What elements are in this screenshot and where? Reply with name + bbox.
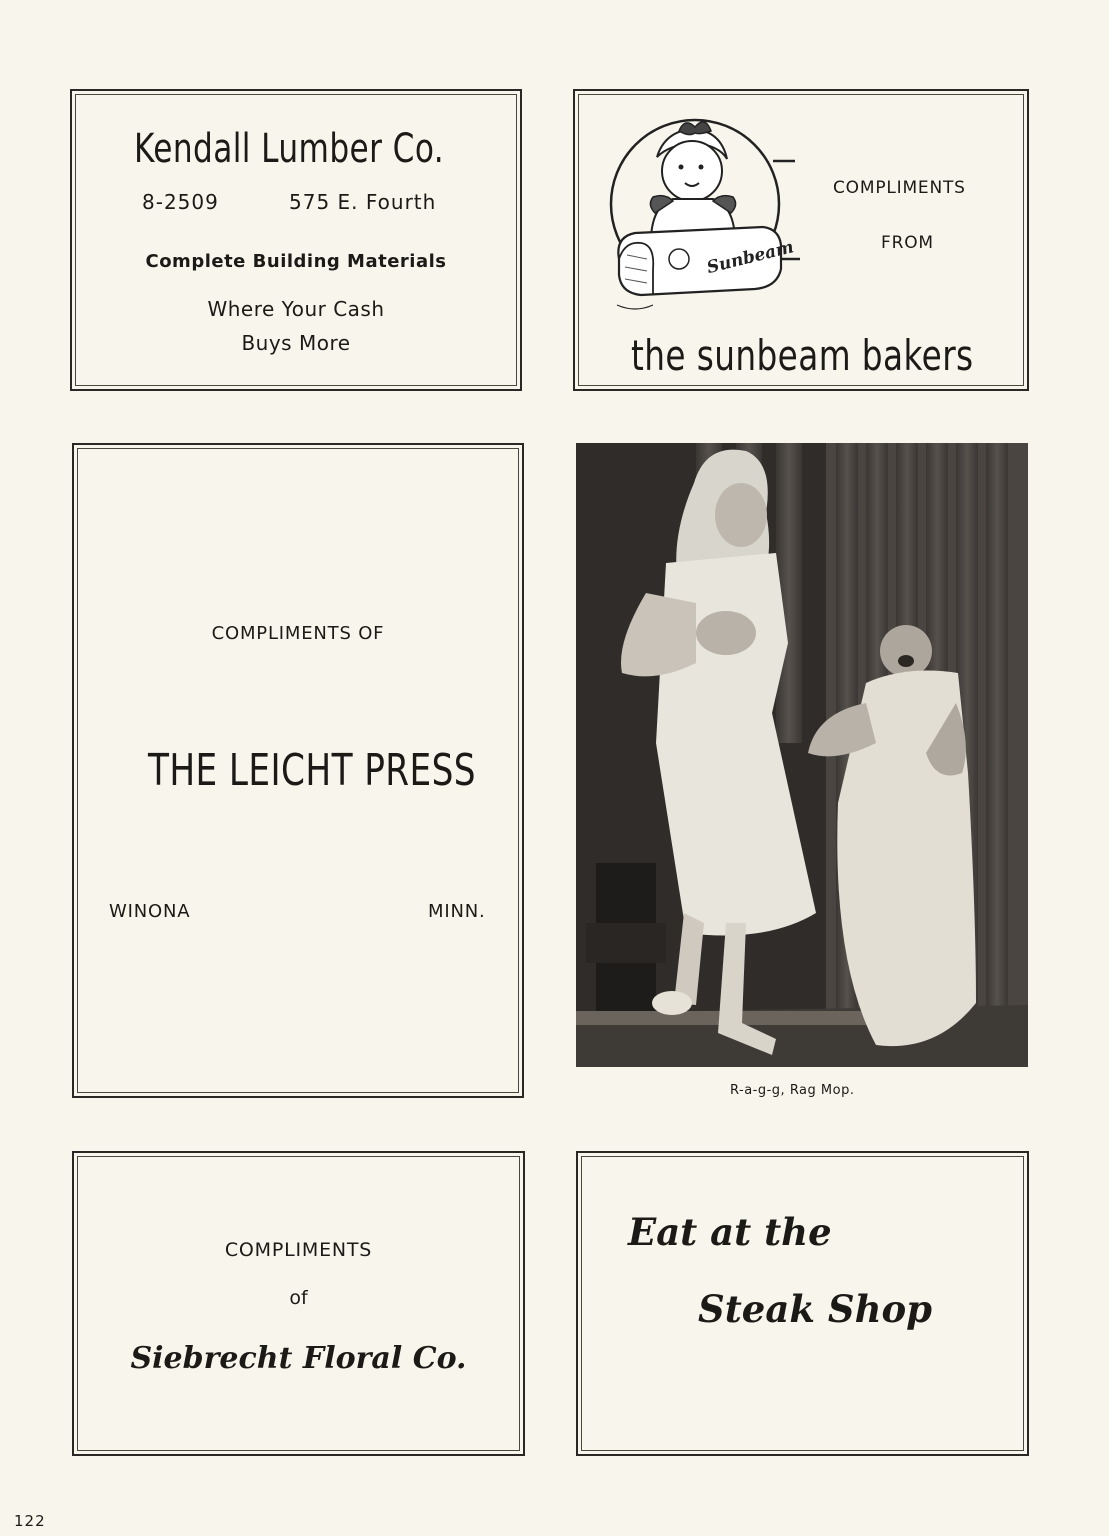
- steak-shop-line2: Steak Shop: [698, 1287, 933, 1331]
- sunbeam-loaf-brand: Sunbeam: [704, 237, 796, 279]
- kendall-tagline: Complete Building Materials: [145, 251, 447, 272]
- steak-shop-ad: [576, 1151, 1029, 1456]
- kendall-lumber-ad: [70, 89, 522, 391]
- steak-shop-line1: Eat at the: [628, 1210, 832, 1254]
- siebrecht-floral-name: Siebrecht Floral Co.: [130, 1341, 467, 1376]
- kendall-slogan-line1: Where Your Cash: [207, 297, 385, 321]
- siebrecht-of: of: [289, 1287, 308, 1309]
- sunbeam-compliments: COMPLIMENTS: [833, 178, 966, 198]
- sunbeam-bakers-name: the sunbeam bakers: [631, 331, 974, 380]
- siebrecht-floral-ad: [72, 1151, 525, 1456]
- page-number: 122: [14, 1512, 46, 1530]
- leicht-state: MINN.: [428, 901, 486, 922]
- leicht-city: WINONA: [109, 901, 191, 922]
- leicht-press-name: THE LEICHT PRESS: [148, 745, 476, 796]
- sunbeam-girl-logo-icon: [595, 109, 805, 324]
- kendall-phone: 8-2509: [142, 190, 219, 214]
- sunbeam-from: FROM: [881, 233, 934, 253]
- kendall-company-name: Kendall Lumber Co.: [134, 126, 445, 172]
- leicht-press-ad: [72, 443, 524, 1098]
- siebrecht-compliments: COMPLIMENTS: [224, 1239, 373, 1261]
- photo-caption: R-a-g-g, Rag Mop.: [730, 1083, 855, 1098]
- stage-photo: [576, 443, 1028, 1067]
- kendall-address: 575 E. Fourth: [289, 190, 437, 214]
- leicht-compliments: COMPLIMENTS OF: [211, 623, 385, 644]
- kendall-slogan-line2: Buys More: [241, 331, 351, 355]
- sunbeam-bakers-ad: [573, 89, 1029, 391]
